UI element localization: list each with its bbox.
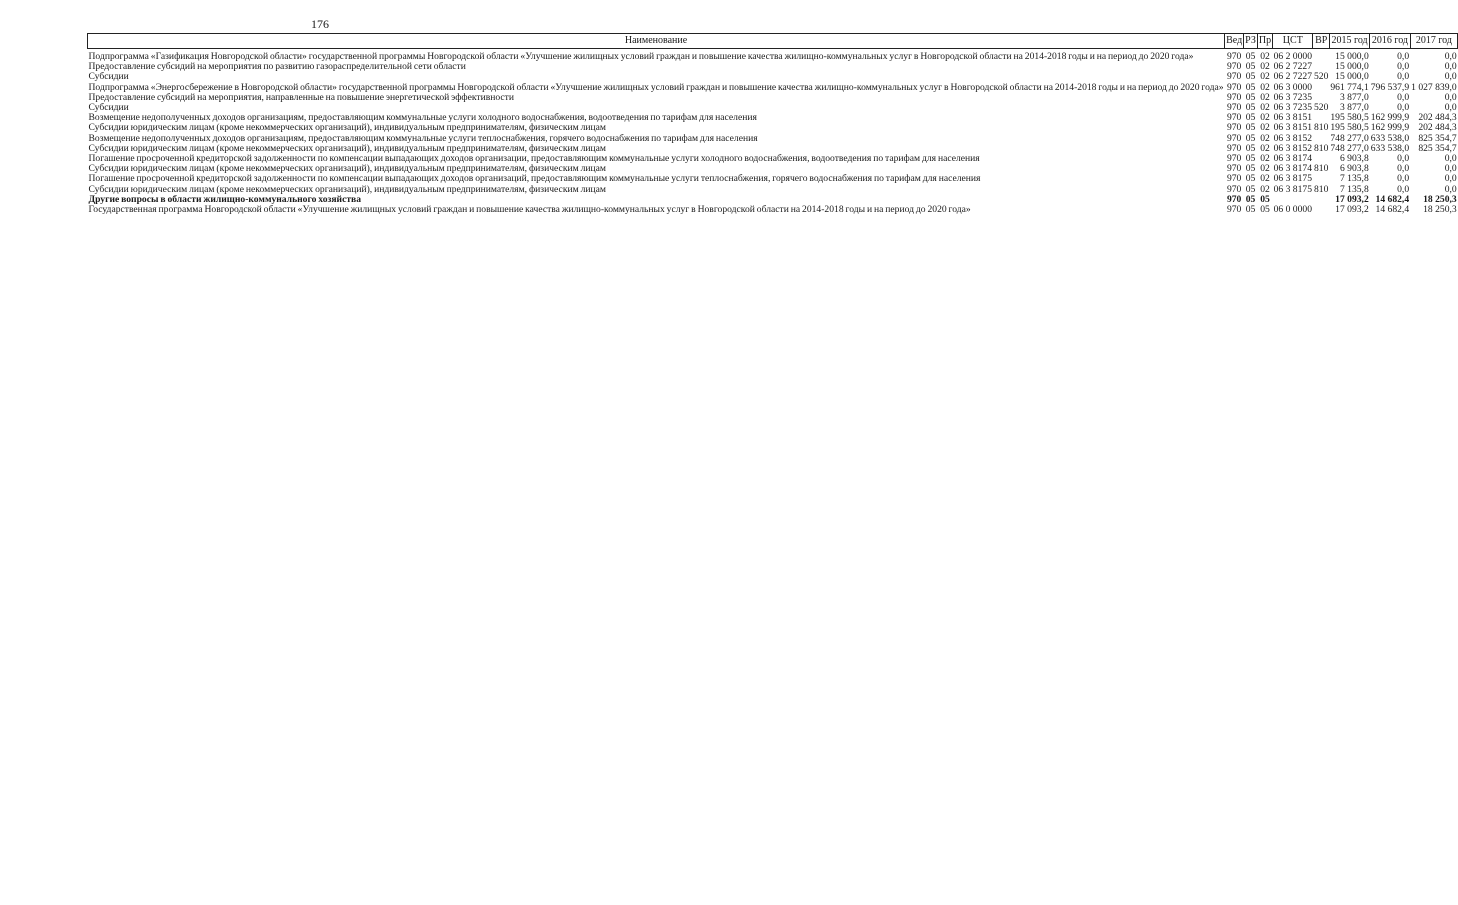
table-row — [88, 205, 1458, 215]
row-rz: 05 — [1245, 204, 1256, 216]
row-rz: 05 — [1245, 183, 1256, 195]
row-ved: 970 — [1226, 112, 1242, 124]
row-rz: 05 — [1245, 153, 1256, 165]
row-ved: 970 — [1226, 102, 1242, 114]
row-rz: 05 — [1245, 91, 1256, 103]
row-ved: 970 — [1226, 193, 1242, 205]
column-header-name: Наименование — [88, 34, 1225, 49]
row-rz: 05 — [1245, 173, 1256, 185]
row-cst: 06 3 8174 — [1273, 153, 1312, 165]
row-vr: 520 — [1313, 71, 1329, 83]
row-amount-2015: 7 135,8 — [1339, 183, 1369, 195]
row-amount-2015: 15 000,0 — [1335, 61, 1369, 73]
row-rz: 05 — [1245, 122, 1256, 134]
row-name: Предоставление субсидий на мероприятия по развитию газораспределительной сети области — [88, 61, 466, 73]
row-ved: 970 — [1226, 71, 1242, 83]
row-pr: 02 — [1260, 153, 1270, 165]
column-header-ved: Вед — [1225, 34, 1244, 49]
row-amount-2015: 961 774,1 — [1330, 81, 1369, 93]
row-cst: 06 3 7235 — [1273, 102, 1312, 114]
row-cst: 06 3 8151 — [1273, 122, 1312, 134]
row-amount-2017: 825 354,7 — [1418, 132, 1457, 144]
row-cst: 06 2 7227 — [1273, 71, 1312, 83]
row-amount-2015: 17 093,2 — [1335, 193, 1369, 205]
row-amount-2015: 17 093,2 — [1335, 204, 1369, 216]
row-pr: 02 — [1260, 61, 1270, 73]
row-rz: 05 — [1245, 61, 1256, 73]
row-amount-2016: 162 999,9 — [1370, 112, 1410, 124]
row-name: Субсидии юридическим лицам (кроме некоммерческих организаций), индивидуальным предпринимателям, физическим лицам — [88, 163, 606, 175]
row-rz: 05 — [1245, 193, 1256, 205]
row-vr — [1313, 195, 1329, 205]
row-amount-2015: 15 000,0 — [1335, 51, 1369, 62]
row-amount-2015: 748 277,0 — [1330, 142, 1369, 154]
row-rz: 05 — [1245, 71, 1256, 83]
column-header-2015: 2015 год — [1329, 34, 1369, 49]
row-pr: 02 — [1260, 122, 1270, 134]
column-header-cst: ЦСТ — [1273, 34, 1313, 49]
row-amount-2016: 0,0 — [1397, 163, 1410, 175]
row-ved: 970 — [1226, 204, 1242, 216]
page-number: 176 — [311, 17, 329, 31]
row-cst: 06 3 0000 — [1273, 81, 1312, 93]
row-amount-2016: 633 538,0 — [1370, 142, 1410, 154]
row-amount-2017: 0,0 — [1444, 91, 1457, 103]
row-amount-2015: 7 135,8 — [1339, 173, 1369, 185]
row-ved: 970 — [1226, 142, 1242, 154]
row-name: Субсидии юридическим лицам (кроме некоммерческих организаций), индивидуальным предпринимателям, физическим лицам — [88, 122, 606, 134]
row-amount-2016: 0,0 — [1397, 71, 1410, 83]
row-pr: 02 — [1260, 102, 1270, 114]
row-amount-2015: 3 877,0 — [1339, 91, 1369, 103]
row-pr: 02 — [1260, 91, 1270, 103]
row-amount-2017: 0,0 — [1444, 51, 1457, 62]
row-cst: 06 3 8175 — [1273, 173, 1312, 185]
row-rz: 05 — [1245, 132, 1256, 144]
row-ved: 970 — [1226, 91, 1242, 103]
row-ved: 970 — [1226, 173, 1242, 185]
row-rz: 05 — [1245, 142, 1256, 154]
row-amount-2017: 18 250,3 — [1423, 193, 1457, 205]
row-amount-2016: 14 682,4 — [1375, 204, 1410, 216]
row-cst: 06 3 8175 — [1273, 183, 1312, 195]
row-amount-2016: 633 538,0 — [1370, 132, 1410, 144]
row-pr: 05 — [1260, 193, 1270, 205]
row-pr: 02 — [1260, 71, 1270, 83]
row-pr: 02 — [1260, 163, 1270, 175]
row-amount-2016: 0,0 — [1397, 102, 1410, 114]
row-pr: 02 — [1260, 183, 1270, 195]
row-cst: 06 3 8151 — [1273, 112, 1312, 124]
row-amount-2015: 3 877,0 — [1339, 102, 1369, 114]
row-rz: 05 — [1245, 81, 1256, 93]
row-name: Погашение просроченной кредиторской задолженности по компенсации выпадающих доходов организаций, предоставляющим коммунальные услуги теплоснабжения, горячего водоснабжения по тарифам для населения — [88, 173, 981, 185]
row-amount-2016: 796 537,9 — [1370, 81, 1410, 93]
row-vr: 810 — [1313, 163, 1329, 175]
row-amount-2017: 202 484,3 — [1418, 122, 1457, 134]
row-amount-2015: 195 580,5 — [1330, 112, 1369, 124]
row-cst: 06 3 7235 — [1273, 91, 1312, 103]
row-name: Возмещение недополученных доходов организациям, предоставляющим коммунальные услуги теплоснабжения, горячего водоснабжения по тарифам для населения — [88, 132, 758, 144]
table-body — [88, 49, 1458, 216]
row-amount-2016: 0,0 — [1397, 91, 1410, 103]
row-rz: 05 — [1245, 163, 1256, 175]
row-name: Подпрограмма «Газификация Новгородской области» государственной программы Новгородской области «Улучшение жилищных условий граждан и повышение качества жилищно-коммунальных услуг в Новгородской области на 2014-2018 годы и на период до 2020 года» — [88, 51, 1194, 62]
row-amount-2016: 0,0 — [1397, 173, 1410, 185]
row-amount-2016: 14 682,4 — [1375, 193, 1410, 205]
row-cst: 06 2 7227 — [1273, 61, 1312, 73]
row-amount-2017: 18 250,3 — [1423, 204, 1457, 216]
row-vr: 810 — [1313, 183, 1329, 195]
row-name: Субсидии юридическим лицам (кроме некоммерческих организаций), индивидуальным предпринимателям, физическим лицам — [88, 142, 606, 154]
row-name: Субсидии юридическим лицам (кроме некоммерческих организаций), индивидуальным предпринимателям, физическим лицам — [88, 183, 606, 195]
row-name: Подпрограмма «Энергосбережение в Новгородской области» государственной программы Новгородской области «Улучшение жилищных условий граждан и повышение качества жилищно-коммунальных услуг в Новгородской области на 2014-2018 годы и на период до 2020 года» — [88, 81, 1224, 93]
row-amount-2017: 0,0 — [1444, 102, 1457, 114]
column-header-2017: 2017 год — [1410, 34, 1458, 49]
row-name: Субсидии — [88, 71, 129, 83]
row-name: Возмещение недополученных доходов организациям, предоставляющим коммунальные услуги холодного водоснабжения, водоотведения по тарифам для населения — [88, 112, 757, 124]
column-header-pr: Пр — [1257, 34, 1272, 49]
row-rz: 05 — [1245, 51, 1256, 62]
row-vr: 810 — [1313, 122, 1329, 134]
row-amount-2017: 0,0 — [1444, 163, 1457, 175]
row-ved: 970 — [1226, 122, 1242, 134]
row-pr: 02 — [1260, 173, 1270, 185]
row-rz: 05 — [1245, 102, 1256, 114]
row-name: Субсидии — [88, 102, 129, 114]
row-ved: 970 — [1226, 153, 1242, 165]
row-vr: 520 — [1313, 102, 1329, 114]
row-amount-2015: 6 903,8 — [1339, 163, 1369, 175]
row-ved: 970 — [1226, 61, 1242, 73]
row-pr: 02 — [1260, 132, 1270, 144]
row-cst: 06 3 8152 — [1273, 142, 1312, 154]
row-amount-2016: 0,0 — [1397, 51, 1410, 62]
row-amount-2017: 0,0 — [1444, 61, 1457, 73]
row-pr: 05 — [1260, 204, 1270, 216]
row-name: Другие вопросы в области жилищно-коммунального хозяйства — [88, 193, 362, 205]
row-ved: 970 — [1226, 51, 1242, 62]
row-ved: 970 — [1226, 163, 1242, 175]
row-amount-2017: 1 027 839,0 — [1411, 81, 1457, 93]
row-ved: 970 — [1226, 132, 1242, 144]
row-amount-2017: 0,0 — [1444, 153, 1457, 165]
row-name: Погашение просроченной кредиторской задолженности по компенсации выпадающих доходов организации, предоставляющим коммунальные услуги холодного водоснабжения, водоотведения по тарифам для населения — [88, 153, 980, 165]
row-amount-2016: 162 999,9 — [1370, 122, 1410, 134]
row-amount-2017: 0,0 — [1444, 183, 1457, 195]
row-cst: 06 3 8152 — [1273, 132, 1312, 144]
row-pr: 02 — [1260, 51, 1270, 62]
row-vr — [1313, 52, 1329, 62]
budget-table — [87, 33, 1458, 215]
row-amount-2016: 0,0 — [1397, 183, 1410, 195]
row-name: Предоставление субсидий на мероприятия, направленные на повышение энергетической эффективности — [88, 91, 514, 103]
table-header-row — [88, 34, 1458, 49]
row-amount-2016: 0,0 — [1397, 61, 1410, 73]
row-amount-2016: 0,0 — [1397, 153, 1410, 165]
row-amount-2017: 0,0 — [1444, 173, 1457, 185]
row-cst: 06 0 0000 — [1273, 204, 1312, 216]
row-amount-2015: 195 580,5 — [1330, 122, 1369, 134]
row-cst: 06 3 8174 — [1273, 163, 1312, 175]
column-header-2016: 2016 год — [1370, 34, 1410, 49]
column-header-vr: ВР — [1313, 34, 1329, 49]
row-vr — [1313, 205, 1329, 215]
row-pr: 02 — [1260, 112, 1270, 124]
row-amount-2017: 202 484,3 — [1418, 112, 1457, 124]
row-amount-2015: 15 000,0 — [1335, 71, 1369, 83]
row-pr: 02 — [1260, 142, 1270, 154]
row-vr — [1313, 83, 1329, 93]
row-amount-2015: 748 277,0 — [1330, 132, 1369, 144]
row-cst: 06 2 0000 — [1273, 51, 1312, 62]
row-amount-2017: 825 354,7 — [1418, 142, 1457, 154]
row-rz: 05 — [1245, 112, 1256, 124]
row-amount-2017: 0,0 — [1444, 71, 1457, 83]
row-ved: 970 — [1226, 183, 1242, 195]
row-amount-2015: 6 903,8 — [1339, 153, 1369, 165]
row-name: Государственная программа Новгородской области «Улучшение жилищных условий граждан и повышение качества жилищно-коммунальных услуг в Новгородской области на 2014-2018 годы и на период до 2020 года» — [88, 204, 971, 216]
row-vr: 810 — [1313, 142, 1329, 154]
row-ved: 970 — [1226, 81, 1242, 93]
row-pr: 02 — [1260, 81, 1270, 93]
column-header-rz: РЗ — [1244, 34, 1258, 49]
